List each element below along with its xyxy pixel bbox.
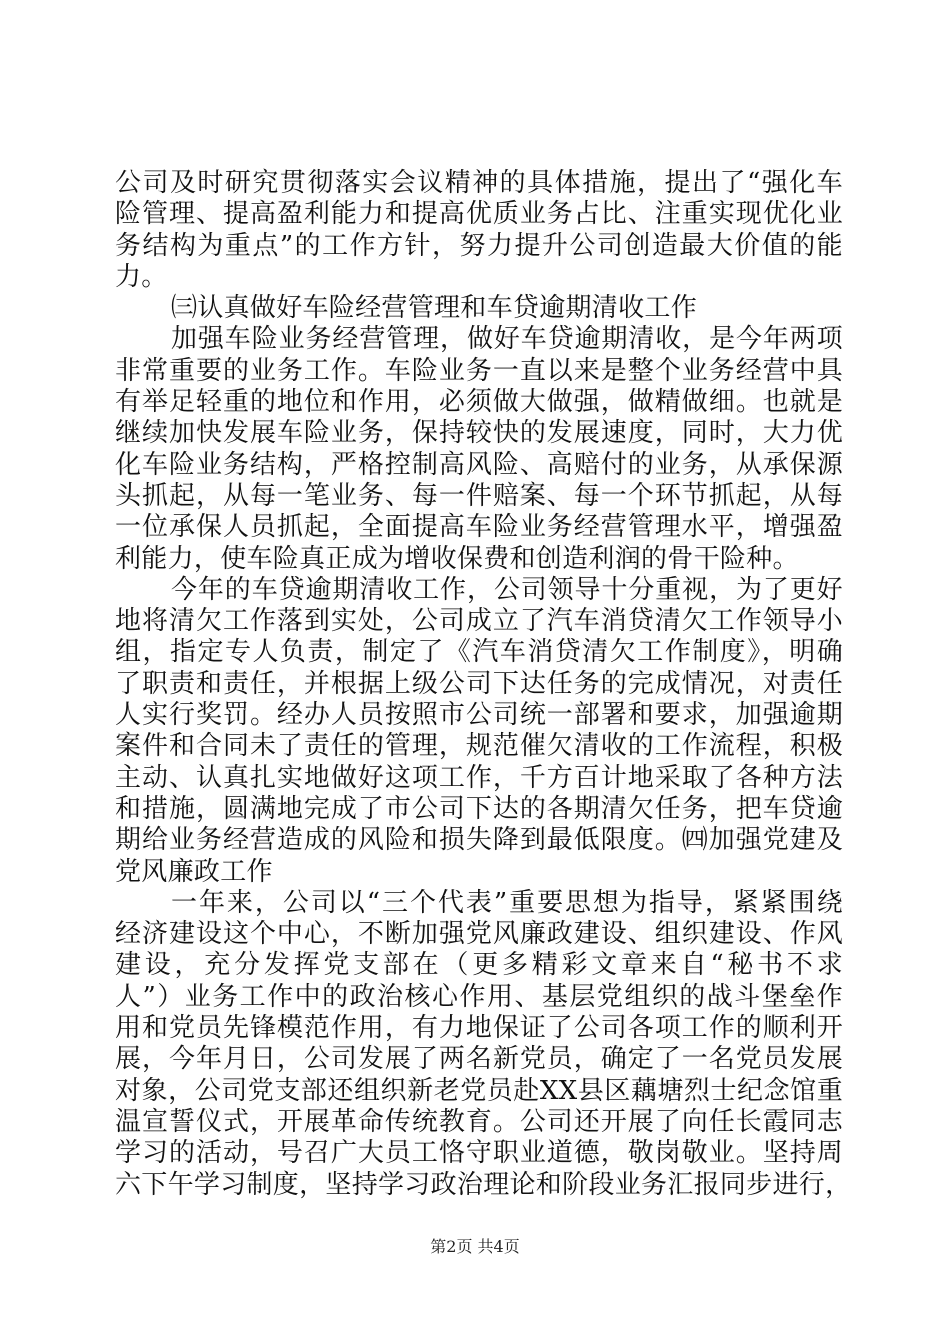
text-line: 利能力，使车险真正成为增收保费和创造利润的骨干险种。	[115, 543, 799, 574]
text-line: 有举足轻重的地位和作用，必须做大做强，做精做细。也就是	[115, 387, 843, 418]
text-line: 对象，公司党支部还组织新老党员赴XX县区藕塘烈士纪念馆重	[115, 1075, 843, 1106]
page-number-footer: 第2页 共4页	[430, 1237, 520, 1256]
text-line: 六下午学习制度，坚持学习政治理论和阶段业务汇报同步进行，	[115, 1169, 852, 1200]
text-line: 展，今年月日，公司发展了两名新党员，确定了一名党员发展	[115, 1044, 843, 1075]
text-line: 建设，充分发挥党支部在（更多精彩文章来自“秘书不求	[115, 950, 843, 981]
text-line: 非常重要的业务工作。车险业务一直以来是整个业务经营中具	[115, 355, 843, 386]
text-line: 公司及时研究贯彻落实会议精神的具体措施，提出了“强化车	[115, 168, 843, 198]
text-line: 人实行奖罚。经办人员按照市公司统一部署和要求，加强逾期	[115, 700, 843, 731]
text-line: 案件和合同未了责任的管理，规范催欠清收的工作流程，积极	[115, 731, 843, 762]
text-line: 人”）业务工作中的政治核心作用、基层党组织的战斗堡垒作	[115, 981, 843, 1012]
text-line: 学习的活动，号召广大员工恪守职业道德，敬岗敬业。坚持周	[115, 1138, 843, 1169]
text-line: 组，指定专人负责，制定了《汽车消贷清欠工作制度》，明确	[115, 637, 843, 668]
text-line: 力。	[115, 261, 168, 292]
text-line: 党风廉政工作	[115, 856, 273, 887]
document-body	[115, 168, 852, 1201]
text-line: 经济建设这个中心，不断加强党风廉政建设、组织建设、作风	[115, 919, 843, 950]
text-line: 头抓起，从每一笔业务、每一件赔案、每一个环节抓起，从每	[115, 480, 843, 511]
text-line: 加强车险业务经营管理，做好车贷逾期清收，是今年两项	[171, 324, 843, 355]
text-line: 和措施，圆满地完成了市公司下达的各期清欠任务，把车贷逾	[115, 793, 843, 824]
text-line: 化车险业务结构，严格控制高风险、高赔付的业务，从承保源	[115, 449, 843, 480]
text-line: 险管理、提高盈利能力和提高优质业务占比、注重实现优化业	[115, 199, 843, 230]
text-line: 继续加快发展车险业务，保持较快的发展速度，同时，大力优	[115, 418, 843, 449]
text-line: 地将清欠工作落到实处，公司成立了汽车消贷清欠工作领导小	[115, 606, 843, 637]
text-line: 主动、认真扎实地做好这项工作，千方百计地采取了各种方法	[115, 762, 843, 793]
text-line: 今年的车贷逾期清收工作，公司领导十分重视，为了更好	[171, 574, 843, 605]
text-line: 了职责和责任，并根据上级公司下达任务的完成情况，对责任	[115, 668, 843, 699]
text-line: 一位承保人员抓起，全面提高车险业务经营管理水平，增强盈	[115, 512, 843, 543]
text-line: 一年来，公司以“三个代表”重要思想为指导，紧紧围绕	[171, 887, 843, 918]
text-line: 务结构为重点”的工作方针，努力提升公司创造最大价值的能	[115, 230, 843, 261]
text-line: 温宣誓仪式，开展革命传统教育。公司还开展了向任长霞同志	[115, 1106, 843, 1137]
section-heading: ㈢认真做好车险经营管理和车贷逾期清收工作	[171, 293, 698, 324]
text-line: 期给业务经营造成的风险和损失降到最低限度。㈣加强党建及	[115, 825, 843, 856]
text-line: 用和党员先锋模范作用，有力地保证了公司各项工作的顺利开	[115, 1013, 843, 1044]
